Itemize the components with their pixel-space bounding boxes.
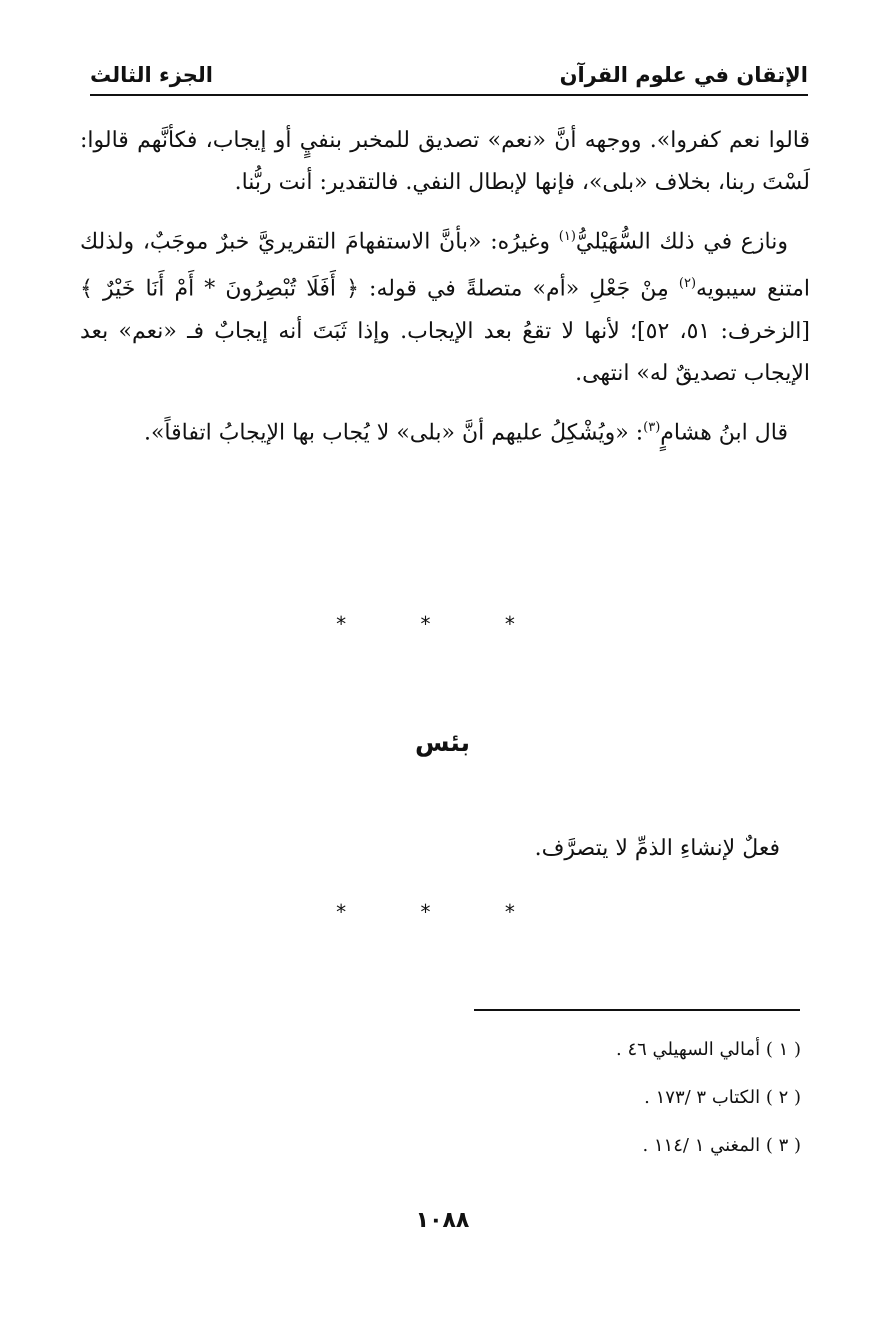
footnote-ref-3: (٣) [643,419,661,435]
paragraph-2-part-b: وغيرُه: «بأنَّ الاستفهامَ التقريريَّ خبرٌ موجَبٌ، ولذلك امتنع سيبويه [80,229,810,302]
paragraph-2 [80,216,810,395]
main-text [80,120,810,466]
paragraph-3 [80,407,810,454]
footnote-ref-2: (٢) [678,276,697,292]
footnote-1: ( ١ ) أمالي السهيلي ٤٦ . [616,1039,801,1060]
footnotes [616,1026,801,1170]
footnote-3: ( ٣ ) المغني ١ /١١٤ . [642,1135,801,1156]
book-title: الإتقان في علوم القرآن [559,63,808,87]
section-heading: بئس [415,728,470,757]
footnote-divider [474,1009,800,1011]
volume-label: الجزء الثالث [90,63,213,87]
running-header [90,54,808,96]
footnote-ref-1: (١) [558,229,576,244]
page-number: ١٠٨٨ [415,1208,470,1233]
paragraph-3-part-b: : «ويُشْكِلُ عليهم أنَّ «بلى» لا يُجاب بها الإيجابُ اتفاقاً». [143,419,644,445]
paragraph-2-part-a: ونازع في ذلك السُّهَيْليُّ [575,229,789,255]
section-definition: فعلٌ لإنشاءِ الذمِّ لا يتصرَّف. [534,836,780,861]
paragraph-2-part-c: مِنْ جَعْلِ «أم» متصلةً في قوله: ﴿ أَفَلَا تُبْصِرُونَ * أَمْ أَنَا خَيْرٌ ﴾ [الزخرف: ٥١، ٥٢]؛ لأنها لا تقعُ بعد الإيجاب. وإذا ثَبَتَ أنه إيجابٌ فـ «نعم» بعد الإيجاب تصديقٌ له» انتهى. [80,276,810,386]
footnote-2: ( ٢ ) الكتاب ٣ /١٧٣ . [644,1087,801,1108]
section-separator-2: * * * [336,900,549,924]
paragraph-3-part-a: قال ابنُ هشامٍ [660,419,788,445]
section-separator-1: * * * [336,612,549,636]
paragraph-1: قالوا نعم كفروا». ووجهه أنَّ «نعم» تصديق للمخبر بنفيٍ أو إيجاب، فكأنَّهم قالوا: لَسْتَ ربنا، بخلاف «بلى»، فإنها لإبطال النفي. فالتقدير: أنت ربُّنا. [80,128,810,195]
